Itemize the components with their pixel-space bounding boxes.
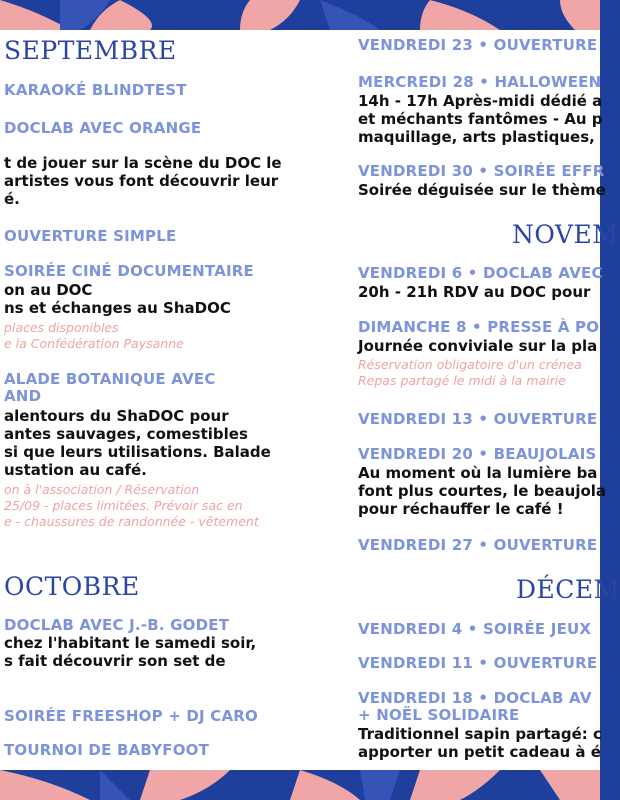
- month-heading-november: NOVEM: [512, 220, 619, 249]
- event-note: places disponibles e la Confédération Paysanne: [4, 320, 184, 351]
- event-note: on à l'association / Réservation 25/09 - places limitées. Prévoir sac en e - chaussures de randonnée - vêtement: [4, 482, 259, 529]
- event-title: ALADE BOTANIQUE AVEC AND: [4, 370, 216, 405]
- event-title: VENDREDI 30 • SOIRÉE EFFR: [358, 162, 605, 180]
- event-title: VENDREDI 27 • OUVERTURE: [358, 536, 598, 554]
- event-description: 14h - 17h Après-midi dédié a et méchants fantômes - Au p maquillage, arts plastiques,: [358, 92, 603, 146]
- event-title: VENDREDI 20 • BEAUJOLAIS: [358, 445, 597, 463]
- event-title: VENDREDI 11 • OUVERTURE: [358, 654, 598, 672]
- calendar-sheet: [0, 30, 620, 770]
- event-title: VENDREDI 13 • OUVERTURE: [358, 410, 598, 428]
- event-description: on au DOC ns et échanges au ShaDOC: [4, 281, 231, 317]
- event-description: Traditionnel sapin partagé: c apporter un petit cadeau à é: [358, 725, 602, 761]
- event-title: SOIRÉE FREESHOP + DJ CARO: [4, 707, 258, 725]
- event-description: Journée conviviale sur la pla: [358, 337, 598, 355]
- event-description: Soirée déguisée sur le thème: [358, 181, 606, 199]
- event-title: VENDREDI 23 • OUVERTURE: [358, 36, 598, 54]
- event-title: VENDREDI 18 • DOCLAB AV + NOËL SOLIDAIRE: [358, 689, 592, 724]
- event-title: TOURNOI DE BABYFOOT: [4, 741, 210, 759]
- event-title: KARAOKÉ BLINDTEST: [4, 81, 187, 99]
- event-title: OUVERTURE SIMPLE: [4, 227, 177, 245]
- right-column: [358, 30, 618, 770]
- event-title: DIMANCHE 8 • PRESSE À PO: [358, 318, 600, 336]
- event-title: SOIRÉE CINÉ DOCUMENTAIRE: [4, 262, 254, 280]
- event-description: 20h - 21h RDV au DOC pour: [358, 283, 591, 301]
- event-description: t de jouer sur la scène du DOC le artistes vous font découvrir leur é.: [4, 154, 282, 208]
- event-description: chez l'habitant le samedi soir, s fait découvrir son set de: [4, 634, 257, 670]
- event-description: Au moment où la lumière ba font plus courtes, le beaujola pour réchauffer le café !: [358, 464, 607, 518]
- event-title: MERCREDI 28 • HALLOWEEN: [358, 73, 602, 91]
- event-title: DOCLAB AVEC J.-B. GODET: [4, 616, 230, 634]
- left-column: [0, 30, 286, 770]
- event-title: DOCLAB AVEC ORANGE: [4, 119, 202, 137]
- month-heading-september: SEPTEMBRE: [4, 36, 177, 65]
- month-heading-december: DÉCEM: [516, 575, 620, 604]
- event-title: VENDREDI 6 • DOCLAB AVEC: [358, 264, 603, 282]
- month-heading-october: OCTOBRE: [4, 572, 140, 601]
- event-description: alentours du ShaDOC pour antes sauvages, comestibles si que leurs utilisations. Balade ustation au café.: [4, 407, 271, 479]
- event-note: Réservation obligatoire d'un crénea Repas partagé le midi à la mairie: [358, 357, 582, 388]
- event-title: VENDREDI 4 • SOIRÉE JEUX: [358, 620, 592, 638]
